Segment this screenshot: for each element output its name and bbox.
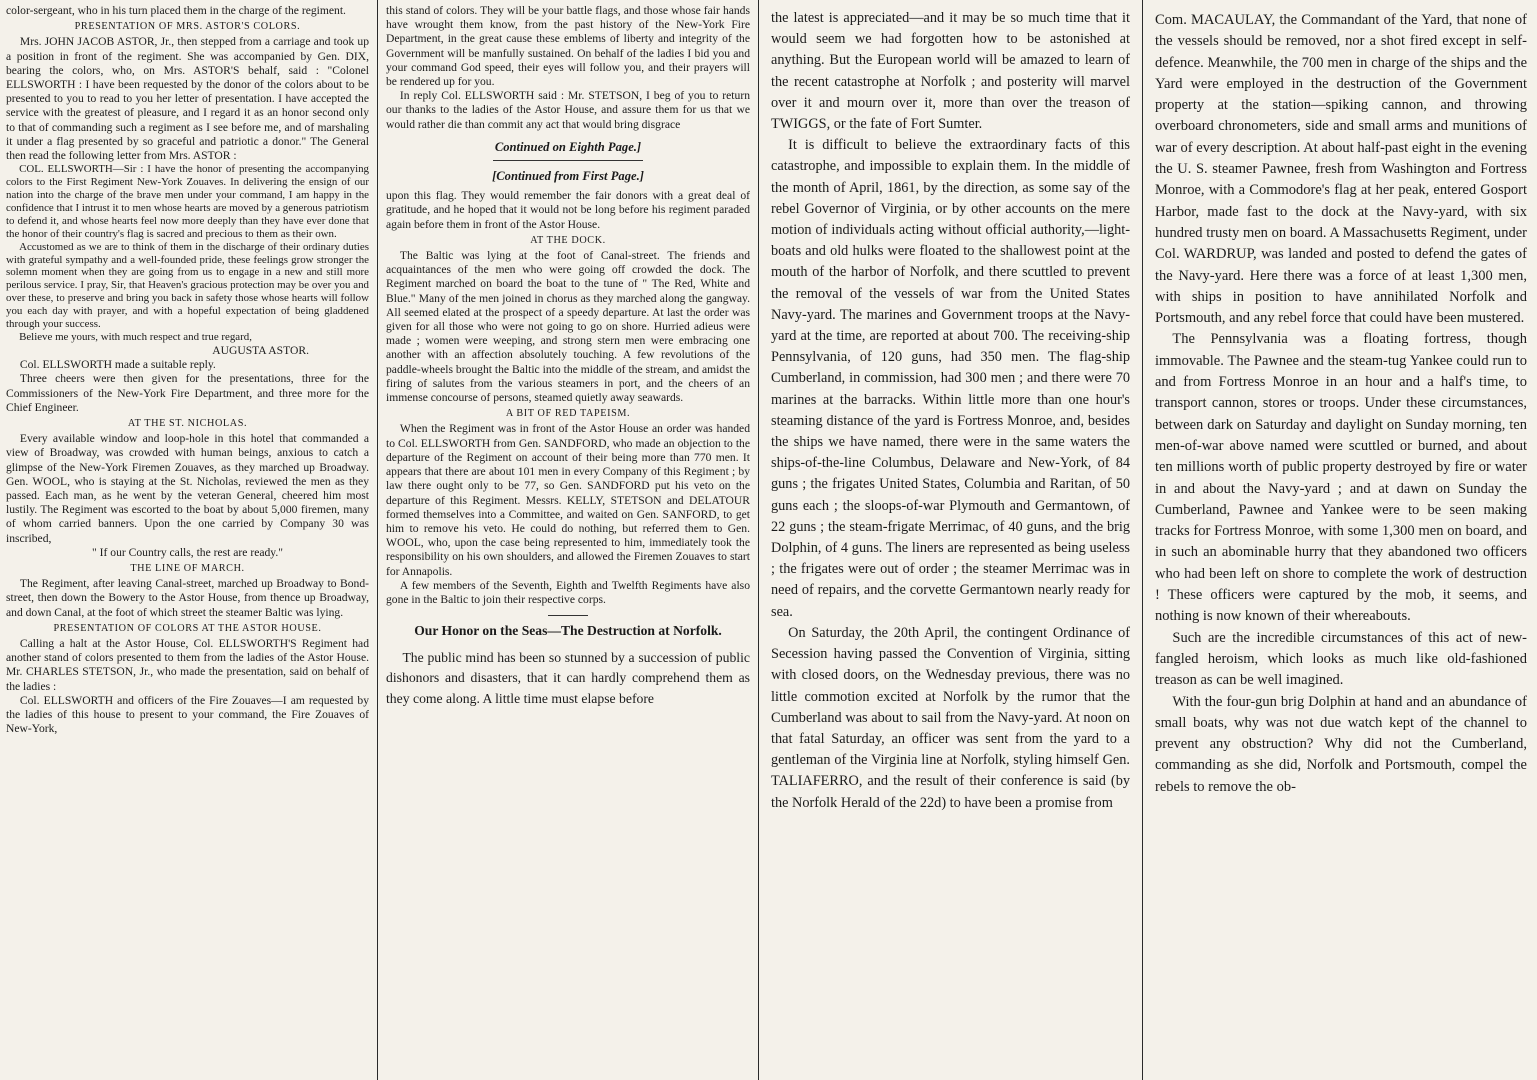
section-heading: A BIT OF RED TAPEISM. (505, 408, 631, 420)
paragraph: A few members of the Seventh, Eighth and Twelfth Regiments have also gone in the Baltic to join their respective corps. (386, 578, 750, 606)
continued-notice: Continued on Eighth Page.] (494, 139, 642, 154)
paragraph: Col. ELLSWORTH made a suitable reply. (19, 358, 216, 372)
section-heading: PRESENTATION OF COLORS AT THE ASTOR HOUSE. (53, 622, 322, 634)
column-1 (0, 0, 378, 1080)
paragraph: upon this flag. They would remember the fair donors with a great deal of gratitude, and he hoped that it would not be long before his regiment paraded again before them in front of the Astor House. (386, 189, 750, 231)
paragraph: Col. ELLSWORTH and officers of the Fire Zouaves—I am requested by the ladies of this house to present to your command, the Fire Zouaves of New-York, (6, 693, 369, 736)
paragraph: Every available window and loop-hole in this hotel that commanded a view of Broadway, was crowded with human beings, anxious to catch a glimpse of the New-York Firemen Zouaves, as they marched up Broadway. Gen. WOOL, who is staying at the St. Nicholas, reviewed the men as they passed. Each man, as he went by the veteran General, cheered him most lustily. The Regiment was escorted to the boat by about 5,000 firemen, many of whom carried banners. Upon the one carried by Company 30 was inscribed, (6, 432, 369, 545)
section-heading: THE LINE OF MARCH. (130, 562, 245, 574)
paragraph: Three cheers were then given for the presentations, three for the Commissioners of the New-York Fire Department, and three more for the Chief Engineer. (6, 372, 369, 414)
paragraph: When the Regiment was in front of the Astor House an order was handed to Col. ELLSWORTH from Gen. SANDFORD, who made an objection to the departure of the Regiment on account of their being more than 770 men. It appears that there are about 101 men in every Company of this Regiment ; by law there ought only to be 77, so Gen. SANDFORD put his veto on the departure of this Regiment. Messrs. KELLY, STETSON and DELATOUR formed themselves into a Committee, and waited on Gen. SANFORD, to get him to remove his veto. He could do nothing, but referred them to Gen. WOOL, who, upon the case being represented to him, immediately took the responsibility on his own shoulders, and allowed the Firemen Zouaves to start for Annapolis. (386, 422, 750, 578)
section-heading: AT THE ST. NICHOLAS. (127, 417, 248, 429)
paragraph: It is difficult to believe the extraordinary facts of this catastrophe, and impossible to explain them. In the middle of the month of April, 1861, by the direction, as some say of the rebel Governor of Virginia, or by other accounts on the mere motion of individuals acting without official authority,—light-boats and old hulks were floated to the shallowest point at the mouth of the harbor of Norfolk, and there scuttled to prevent the removal of the vessels of war from the United States Navy-yard. The marines and Government troops at the Navy-yard at the time, are reported at about 700. The receiving-ship Pennsylvania, of 120 guns, had 350 men. The flag-ship Cumberland, in commission, had 300 men ; and there were 70 marines at the barracks. Within little more than one hour's steaming distance of the yard is Fortress Monroe, and, besides the ships we have named, there were in the same waters the ships-of-the-line Columbus, Delaware and New-York, of 84 guns ; the frigates United States, Columbia and Raritan, of 50 guns each ; the sloops-of-war Plymouth and Germantown, of 22 guns ; the steam-frigate Merrimac, of 40 guns, and the brig Dolphin, of 4 guns. The liners are represented as being useless ; the frigates were out of order ; the steamer Merrimac was in need of repairs, and the corvette Germantown nearly ready for sea. (771, 137, 1130, 620)
section-heading: AT THE DOCK. (530, 234, 606, 246)
divider (548, 615, 588, 616)
article-title: Our Honor on the Seas—The Destruction at Norfolk. (414, 623, 722, 639)
column-4 (1143, 0, 1537, 1080)
paragraph: With the four-gun brig Dolphin at hand and an abundance of small boats, why was not due watch kept of the channel to prevent any obstruction? Why did not the Cumberland, commanding as she did, Norfolk and Portsmouth, compel the rebels to remove the ob- (1155, 693, 1527, 795)
paragraph: The Baltic was lying at the foot of Canal-street. The friends and acquaintances of the men who were going off crowded the dock. The Regiment marched on board the boat to the tune of " The Red, White and Blue." Many of the men joined in chorus as they marched along the gangway. All seemed elated at the prospect of a speedy departure. At last the order was given for all those who were not going to go on shore. Hurried adieus were made ; women were weeping, and strong stern men were embracing one another with an affection absolutely touching. A few revolutions of the paddle-wheels brought the Baltic into the middle of the stream, and amidst the firing of salutes from the various steamers in port, and the cheers of an immense concourse of persons, steamed quietly away seawards. (386, 249, 750, 405)
paragraph: The Pennsylvania was a floating fortress, though immovable. The Pawnee and the steam-tug Yankee could run to and from Fortress Monroe in an hour and a half's time, to transport cannon, stores or troops. Under these circumstances, between dark on Saturday and daylight on Sunday morning, ten men-of-war above named were scuttled or burned, and about ten millions worth of public property destroyed by fire or water in and about the Navy-yard ; and at dawn on Sunday the Cumberland, Pawnee and Yankee were to be seen making tracks for Fortress Monroe, with some 1,300 men on board, and in such an abominable hurry that they abandoned two officers who had been left on shore to complete the work of destruction ! These officers were captured by the mob, it seems, and nothing is now known of their whereabouts. (1155, 331, 1527, 625)
letter-paragraph: COL. ELLSWORTH—Sir : I have the honor of presenting the accompanying colors to the First Regiment New-York Zouaves. In delivering the ensign of our nation into the charge of the brave men under your command, I am happy in the confidence that I intrust it to men whose hearts are moved by a generous patriotism to defend it, and whose hearts feel now more deeply than they have ever done that the honor of their country's flag is sacred and precious to them as their own. (6, 163, 369, 240)
section-heading: PRESENTATION OF MRS. ASTOR'S COLORS. (74, 21, 301, 33)
paragraph: Such are the incredible circumstances of this act of new-fangled heroism, which looks as much like old-fashioned treason as can be well imagined. (1155, 629, 1527, 689)
column-3 (759, 0, 1143, 1080)
paragraph: In reply Col. ELLSWORTH said : Mr. STETSON, I beg of you to return our thanks to the ladies of the Astor House, and assure them for us that we would rather die than commit any act that would bring disgrace (386, 89, 750, 131)
paragraph: The Regiment, after leaving Canal-street, marched up Broadway to Bond-street, then down the Bowery to the Astor House, from thence up Broadway, and down Canal, at the foot of which street the steamer Baltic was lying. (6, 577, 369, 619)
continued-notice: [Continued from First Page.] (492, 169, 644, 184)
letter-signature: AUGUSTA ASTOR. (212, 343, 309, 357)
letter-closing: Believe me yours, with much respect and true regard, (19, 331, 252, 344)
divider (493, 160, 643, 161)
paragraph: the latest is appreciated—and it may be so much time that it would seem we had forgotten how to be astonished at anything. But the European world will be amazed to learn of the recent catastrophe at Norfolk ; and posterity will marvel over it and mourn over it, more than over the treason of TWIGGS, or the fate of Fort Sumter. (771, 10, 1130, 133)
column-2 (378, 0, 759, 1080)
paragraph: The public mind has been so stunned by a succession of public dishonors and disasters, that it can hardly comprehend them as they come along. A little time must elapse before (386, 650, 750, 706)
paragraph: On Saturday, the 20th April, the contingent Ordinance of Secession having passed the Convention of Virginia, sitting with closed doors, on the Wednesday previous, there was no little commotion excited at Norfolk by the rumor that the Cumberland was about to sail from the Navy-yard. At noon on that fatal Saturday, an officer was sent from the yard to a gentleman of the Virginia line at Norfolk, styling himself Gen. TALIAFERRO, and the result of their conference is said (by the Norfolk Herald of the 22d) to have been a promise from (771, 624, 1130, 811)
paragraph: Calling a halt at the Astor House, Col. ELLSWORTH'S Regiment had another stand of colors presented to them from the ladies of the Astor House. Mr. CHARLES STETSON, Jr., who made the presentation, said on behalf of the ladies : (6, 636, 369, 693)
paragraph: Com. MACAULAY, the Commandant of the Yard, that none of the vessels should be removed, nor a shot fired except in self-defence. Meanwhile, the 700 men in charge of the ships and the Yard were employed in the destruction of the Government property at the station—spiking cannon, and throwing overboard chronometers, side and small arms and munitions of war of every description. At about half-past eight in the evening the U. S. steamer Pawnee, fresh from Washington and Fortress Monroe, with a Commodore's flag at her peak, entered Gosport Harbor, made fast to the dock at the Navy-yard, with six hundred trusty men on board. A Massachusetts Regiment, under Col. WARDRUP, was landed and posted to defend the gates of the Navy-yard. Here there was a force of at least 1,300 men, with ships in position to have annihilated Norfolk and Portsmouth, and any rebel force that could have been mustered. (1155, 12, 1527, 327)
paragraph: this stand of colors. They will be your battle flags, and those whose fair hands have wrought them know, from the past history of the New-York Fire Department, in the great cause these emblems of liberty and integrity of the Government will be manfully sustained. On behalf of the ladies I bid you and your command God speed, their eyes will follow you, and their prayers will be rendered up for you. (386, 4, 750, 89)
paragraph: Mrs. JOHN JACOB ASTOR, Jr., then stepped from a carriage and took up a position in front of the regiment. She was accompanied by Gen. DIX, bearing the colors, who, on Mrs. ASTOR'S behalf, said : "Colonel ELLSWORTH : I have been requested by the donor of the colors about to be presented to you to read to you her letter of presentation. I have accepted the service with the greatest of pleasure, and I regard it as an honor second only to that of commanding such a regiment as I see before me, and of marshaling it under a flag presented by so graceful and patriotic a donor." The General then read the following letter from Mrs. ASTOR : (6, 35, 369, 163)
paragraph: color-sergeant, who in his turn placed them in the charge of the regiment. (6, 4, 346, 17)
letter-paragraph: Accustomed as we are to think of them in the discharge of their ordinary duties with grateful sympathy and a well-founded pride, these feelings grow stronger the solemn moment when they are going from us to engage in a new and still more perilous service. I pray, Sir, that Heaven's gracious protection may be over you and over these, to preserve and bring you back in safety those whose hearts will follow you each day with prayer, and with a hopeful expectation of being gladdened through your success. (6, 240, 369, 331)
inscription-quote: " If our Country calls, the rest are ready." (92, 545, 283, 559)
